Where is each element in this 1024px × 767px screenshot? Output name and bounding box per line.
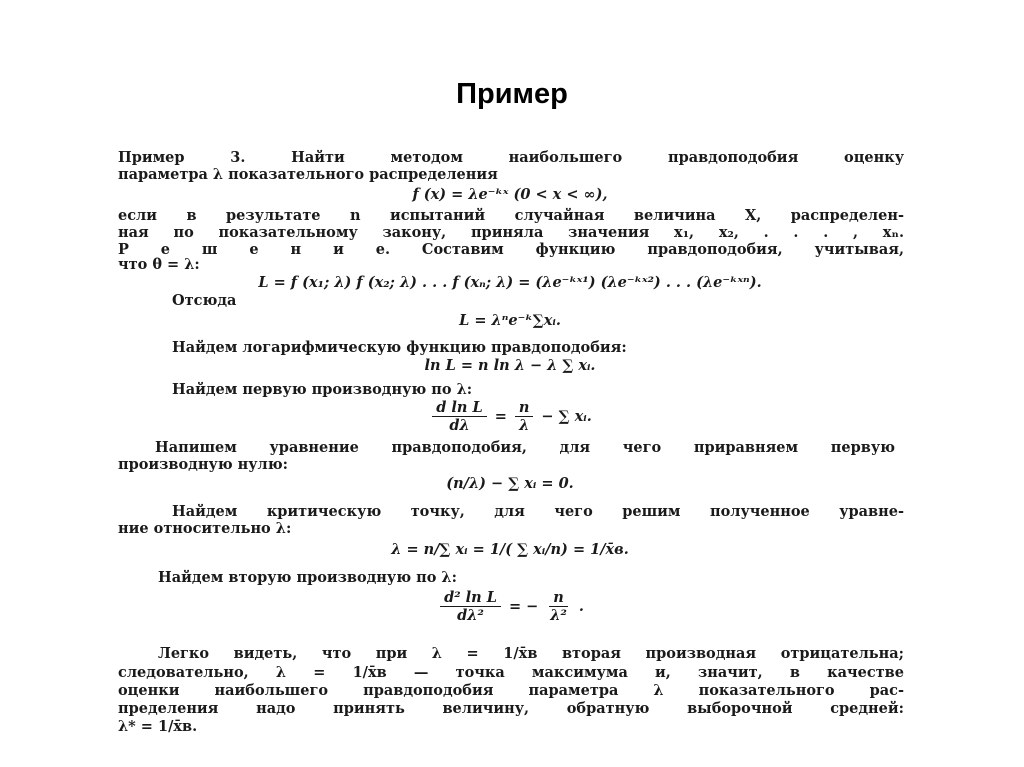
fraction-numerator: n <box>515 399 534 417</box>
slide-title: Пример <box>456 78 568 110</box>
text-line: Найдем логарифмическую функцию правдоподобия: <box>172 339 627 356</box>
formula-density: f (x) = λe⁻ᵏˣ (0 < x < ∞), <box>412 186 608 203</box>
text-line: если в результате n испытаний случайная величина X, распределен- <box>118 207 904 224</box>
formula-second-derivative <box>100 588 920 624</box>
text-line: λ* = 1/x̄в. <box>118 718 198 735</box>
text-line: ние относительно λ: <box>118 520 292 537</box>
formula-likelihood-product: L = λⁿe⁻ᵏ∑xᵢ. <box>459 312 561 329</box>
equals-sign: = <box>494 408 507 425</box>
text-line: Напишем уравнение правдоподобия, для чего приравняем первую <box>155 439 895 456</box>
fraction-numerator: d ln L <box>432 399 486 417</box>
text-line: пределения надо принять величину, обратную выборочной средней: <box>118 700 904 717</box>
fraction-numerator: d² ln L <box>440 589 501 607</box>
text-line: Найдем критическую точку, для чего решим полученное уравне- <box>172 503 904 520</box>
text-line: Найдем первую производную по λ: <box>172 381 473 398</box>
fraction-denominator: λ² <box>550 607 567 624</box>
fraction-denominator: dλ <box>449 417 470 434</box>
formula-likelihood: L = f (x₁; λ) f (x₂; λ) . . . f (xₙ; λ) = (λe⁻ᵏˣ¹) (λe⁻ᵏˣ²) . . . (λe⁻ᵏˣⁿ). <box>258 274 762 291</box>
text-line: что θ = λ: <box>118 256 200 273</box>
fraction-numerator: n <box>549 589 568 607</box>
formula-log-likelihood: ln L = n ln λ − λ ∑ xᵢ. <box>424 357 596 374</box>
text-line: Пример 3. Найти методом наибольшего правдоподобия оценку <box>118 149 904 166</box>
formula-first-derivative <box>100 398 920 434</box>
text-line: следовательно, λ = 1/x̄в — точка максимума и, значит, в качестве <box>118 664 904 681</box>
text-line: параметра λ показательного распределения <box>118 166 498 183</box>
text-line: Р е ш е н и е. Составим функцию правдоподобия, учитывая, <box>118 241 904 258</box>
equals-minus-sign: = − <box>508 598 539 615</box>
text-line: ная по показательному закону, приняла значения x₁, x₂, . . . , xₙ. <box>118 224 904 241</box>
formula-tail: − ∑ xᵢ. <box>541 408 592 425</box>
fraction-denominator: dλ² <box>457 607 484 624</box>
text-line: Отсюда <box>172 292 237 309</box>
fraction-denominator: λ <box>519 417 530 434</box>
formula-likelihood-equation: (n/λ) − ∑ xᵢ = 0. <box>446 475 574 492</box>
text-line: оценки наибольшего правдоподобия параметра λ показательного рас- <box>118 682 904 699</box>
formula-critical-point: λ = n/∑ xᵢ = 1/( ∑ xᵢ/n) = 1/x̄в. <box>391 541 629 558</box>
scanned-page <box>100 140 920 740</box>
text-line: Легко видеть, что при λ = 1/x̄в вторая производная отрицательна; <box>158 645 904 662</box>
text-line: производную нулю: <box>118 456 288 473</box>
formula-tail: . <box>578 598 584 615</box>
text-line: Найдем вторую производную по λ: <box>158 569 457 586</box>
